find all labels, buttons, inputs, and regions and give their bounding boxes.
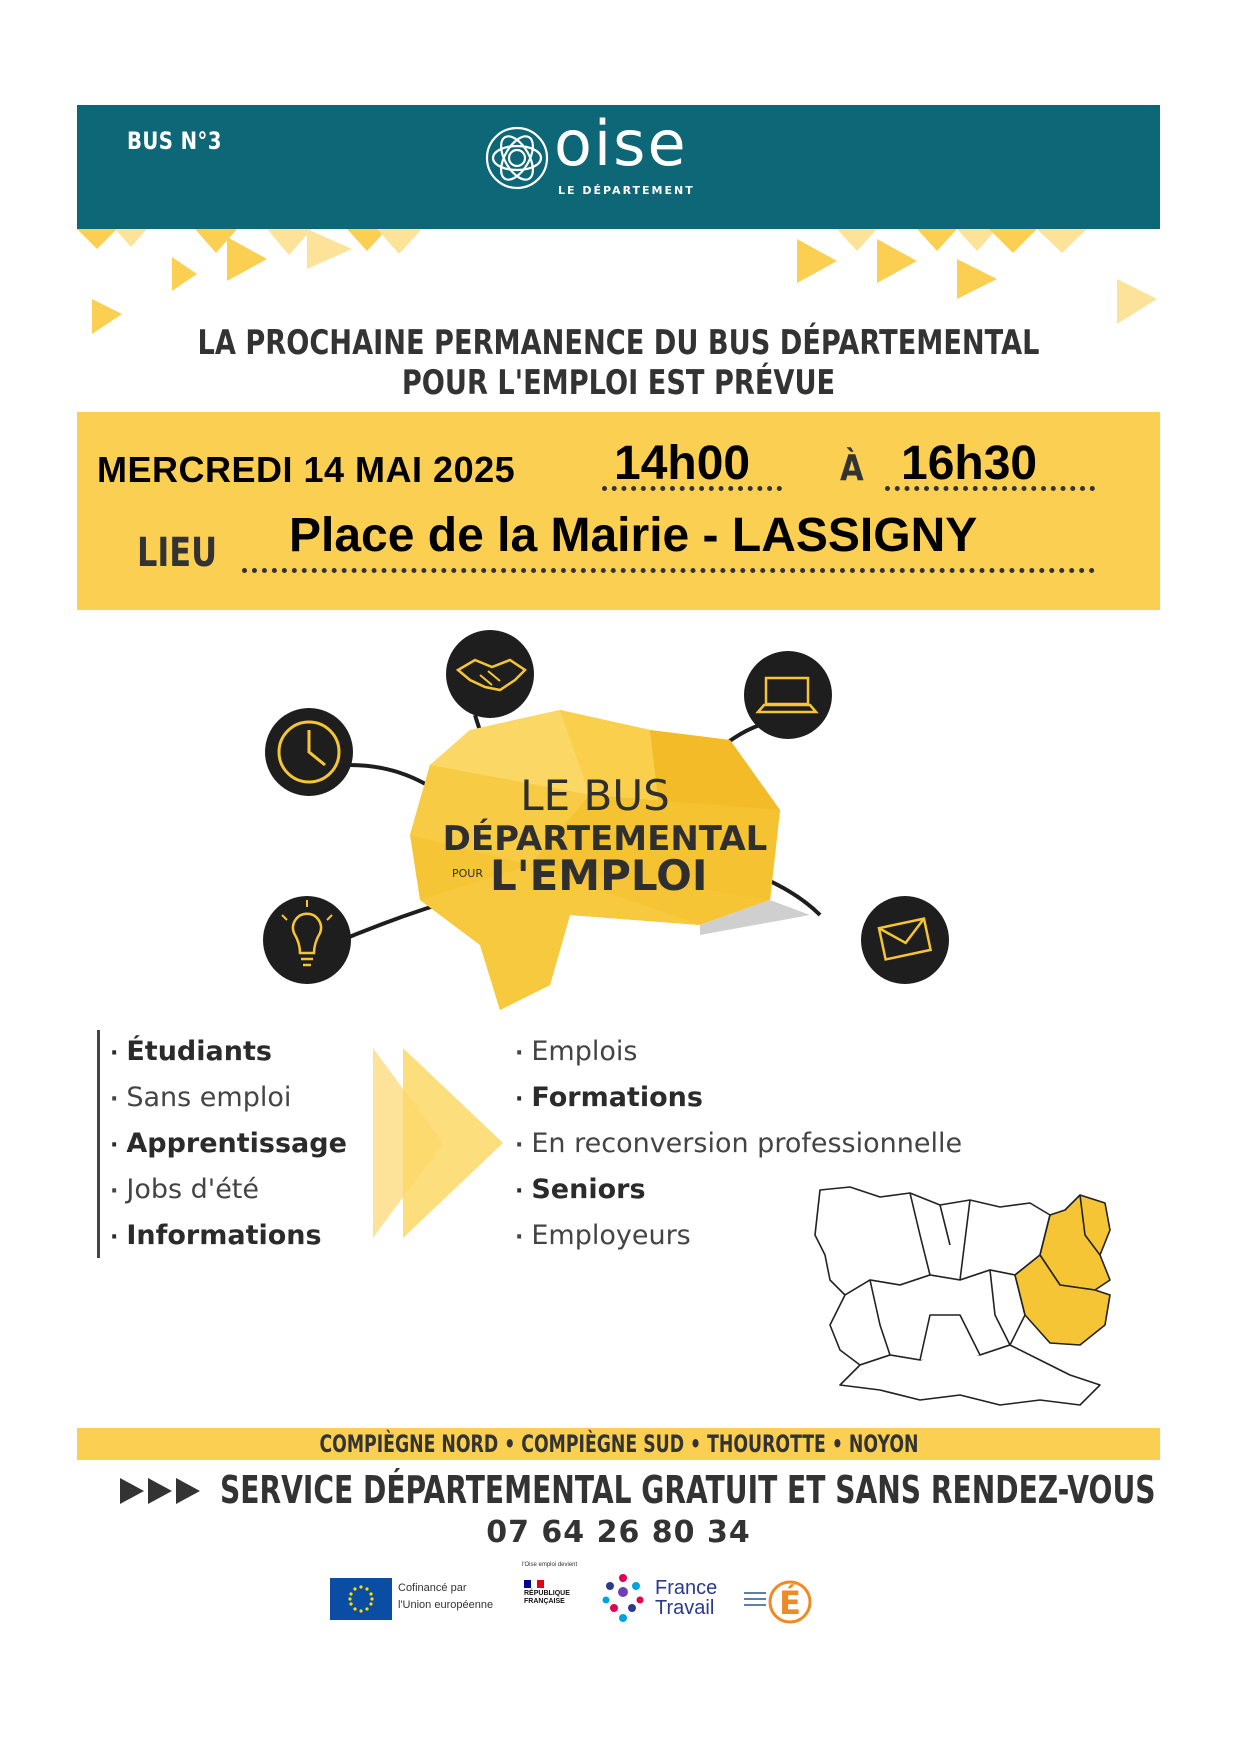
start-time: 14h00 xyxy=(614,437,751,490)
end-time: 16h30 xyxy=(901,437,1038,490)
list-item: · Apprentissage xyxy=(110,1128,347,1159)
bus-emploi-graphic xyxy=(230,615,990,1025)
france-travail-icon xyxy=(600,1572,646,1624)
graphic-title-line1: LE BUS xyxy=(520,771,670,820)
phone-number: 07 64 26 80 34 xyxy=(486,1515,751,1550)
envelope-icon xyxy=(861,896,949,984)
list-item: · Seniors xyxy=(515,1174,646,1205)
service-text: SERVICE DÉPARTEMENTAL GRATUIT ET SANS RENDEZ-VOUS xyxy=(220,1468,1156,1512)
triple-arrow-icon xyxy=(120,1476,210,1506)
graphic-title-pour: POUR xyxy=(452,867,483,880)
list-item: · En reconversion professionnelle xyxy=(515,1128,963,1159)
schedule-block xyxy=(77,412,1160,610)
france-travail-text: France Travail xyxy=(655,1577,718,1619)
laptop-icon xyxy=(744,651,832,739)
clock-icon xyxy=(265,708,353,796)
list-item: · Étudiants xyxy=(110,1036,272,1067)
oise-logo xyxy=(482,107,742,197)
oise-map xyxy=(810,1185,1120,1410)
logo-word: oise xyxy=(554,107,688,180)
oise-emblem-icon xyxy=(482,123,552,193)
headline-line1: LA PROCHAINE PERMANENCE DU BUS DÉPARTEMENTAL xyxy=(197,323,1040,363)
french-flag-icon xyxy=(524,1580,544,1588)
education-nationale-logo xyxy=(744,1570,824,1630)
header-band xyxy=(77,105,1160,229)
list-item: · Informations xyxy=(110,1220,322,1251)
list-item: · Sans emploi xyxy=(110,1082,292,1113)
location-label: LIEU xyxy=(137,530,218,576)
eu-flag-icon xyxy=(330,1578,392,1620)
men-letter: É xyxy=(779,1584,801,1622)
sectors-band xyxy=(77,1428,1160,1460)
headline xyxy=(185,323,1051,403)
eu-cofinance-text: Cofinancé par l'Union européenne xyxy=(398,1582,494,1611)
double-arrow-icon xyxy=(373,1048,508,1238)
republique-francaise-logo: l'Oise emploi devient RÉPUBLIQUE FRANÇAISE xyxy=(522,1562,578,1605)
list-item: · Formations xyxy=(515,1082,703,1113)
sectors-text: COMPIÈGNE NORD • COMPIÈGNE SUD • THOUROTTE • NOYON xyxy=(318,1430,919,1458)
event-date: MERCREDI 14 MAI 2025 xyxy=(97,449,516,490)
logo-subtitle: LE DÉPARTEMENT xyxy=(558,184,695,197)
service-row xyxy=(120,1468,1156,1518)
time-separator: À xyxy=(840,448,864,489)
event-location: Place de la Mairie - LASSIGNY xyxy=(289,509,978,562)
graphic-title-line2: DÉPARTEMENTAL xyxy=(442,819,768,859)
list-item: · Emplois xyxy=(515,1036,638,1067)
dotted-line xyxy=(242,568,1095,573)
audience-list xyxy=(97,1030,347,1258)
handshake-icon xyxy=(446,630,534,718)
headline-line2: POUR L'EMPLOI EST PRÉVUE xyxy=(401,363,836,403)
list-item: · Employeurs xyxy=(515,1220,691,1251)
bus-number: BUS N°3 xyxy=(127,127,222,155)
graphic-title-line3: L'EMPLOI xyxy=(490,851,708,900)
lightbulb-icon xyxy=(263,896,351,984)
list-item: · Jobs d'été xyxy=(110,1174,259,1205)
